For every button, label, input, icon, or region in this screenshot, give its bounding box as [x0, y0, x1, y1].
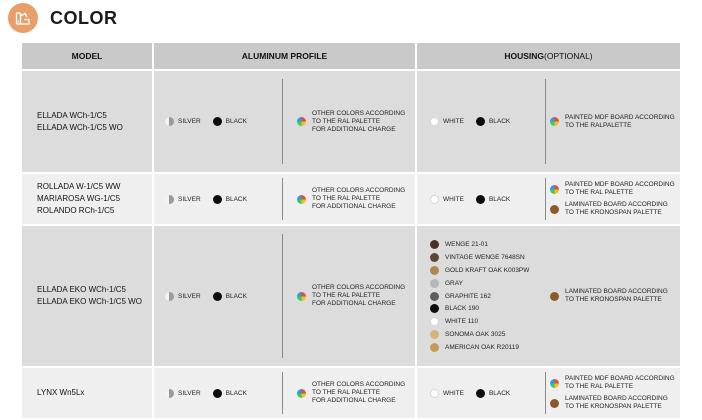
swatch-label: SILVER [178, 292, 201, 300]
model-name: ROLANDO RCh-1/C5 [37, 206, 115, 215]
ral-palette-icon [297, 117, 306, 126]
swatch-label: WHITE [443, 389, 464, 397]
swatch-black [476, 195, 510, 204]
silver-swatch-icon [165, 195, 174, 204]
aluminum-cell [153, 70, 416, 173]
housing-color-item [430, 266, 529, 275]
housing-color-item [430, 330, 529, 339]
swatch-black [213, 117, 247, 126]
note-line: TO THE RALPALETTE [565, 121, 632, 129]
swatch-white [430, 195, 464, 204]
color-table [22, 43, 680, 420]
housing-color-item [430, 304, 529, 313]
white-swatch-icon [430, 117, 439, 126]
note-line: LAMINATED BOARD ACCORDING [565, 288, 668, 295]
table-row [22, 70, 680, 173]
aluminum-cell [153, 173, 416, 225]
note-line: TO THE KRONOSPAN PALETTE [565, 403, 662, 410]
note-line: FOR ADDITIONAL CHARGE [312, 300, 396, 307]
color-name: VINTAGE WENGE 7648SN [445, 254, 525, 262]
model-name: ROLLADA W-1/C5 WW [37, 182, 121, 191]
model-name: MARIAROSA WG-1/C5 [37, 194, 121, 203]
black-swatch-icon [213, 292, 222, 301]
silver-swatch-icon [165, 117, 174, 126]
note-line: FOR ADDITIONAL CHARGE [312, 125, 396, 133]
swatch-label: BLACK [225, 118, 247, 125]
color-swatch-icon [430, 266, 439, 275]
note-line: LAMINATED BOARD ACCORDING [565, 395, 668, 402]
color-name: SONOMA OAK 3025 [445, 330, 506, 338]
swatch-silver [165, 389, 201, 398]
white-swatch-icon [430, 195, 439, 204]
housing-color-item [430, 292, 529, 301]
kronospan-swatch-icon [550, 205, 559, 214]
note-line: TO THE KRONOSPAN PALETTE [565, 209, 662, 216]
swatch-label: BLACK [225, 195, 247, 203]
note-line: FOR ADDITIONAL CHARGE [312, 203, 396, 210]
black-swatch-icon [476, 117, 485, 126]
note-line: PAINTED MDF BOARD ACCORDING [565, 113, 675, 121]
color-name: WHITE 110 [445, 318, 479, 326]
housing-color-item [430, 317, 529, 326]
swatch-label: SILVER [178, 118, 201, 125]
swatch-white [430, 389, 464, 398]
black-swatch-icon [476, 195, 485, 204]
ral-palette-icon [297, 292, 306, 301]
aluminum-cell [153, 225, 416, 367]
housing-cell [416, 367, 680, 419]
optional-note [550, 288, 668, 304]
optional-note [550, 181, 675, 197]
black-swatch-icon [213, 117, 222, 126]
ral-palette-icon [550, 185, 559, 194]
swatch-label: SILVER [178, 195, 201, 203]
swatch-label: BLACK [488, 195, 511, 203]
swatch-black [476, 117, 510, 126]
note-line: TO THE RAL PALETTE [312, 389, 381, 396]
color-swatch-icon [430, 292, 439, 301]
note-line: OTHER COLORS ACCORDING [312, 284, 406, 291]
swatch-black [213, 389, 247, 398]
note-line: TO THE RAL PALETTE [312, 195, 381, 202]
model-cell [22, 173, 153, 225]
model-name: ELLADA WCh-1/C5 [37, 110, 107, 120]
note-line: TO THE RAL PALETTE [565, 383, 634, 390]
housing-color-item [430, 279, 529, 288]
swatch-white [430, 117, 464, 126]
housing-label: HOUSING [504, 51, 544, 61]
optional-note [550, 114, 675, 130]
swatch-black [213, 195, 247, 204]
note-line: TO THE RAL PALETTE [565, 189, 634, 196]
silver-swatch-icon [165, 389, 174, 398]
optional-note [550, 375, 675, 391]
ral-note [297, 284, 405, 308]
ral-note [297, 187, 405, 211]
swatch-label: SILVER [178, 389, 201, 397]
housing-color-item [430, 343, 529, 352]
swatch-label: BLACK [488, 389, 511, 397]
note-line: OTHER COLORS ACCORDING [312, 381, 406, 388]
column-header-aluminum: ALUMINUM PROFILE [153, 43, 416, 70]
note-line: PAINTED MDF BOARD ACCORDING [565, 375, 675, 382]
housing-color-item [430, 253, 529, 262]
note-line: OTHER COLORS ACCORDING [312, 109, 406, 117]
optional-note [550, 201, 675, 217]
note-line: OTHER COLORS ACCORDING [312, 187, 406, 194]
note-line: TO THE KRONOSPAN PALETTE [565, 296, 662, 303]
model-name: ELLADA EKO WCh-1/C5 [37, 285, 126, 294]
optional-note [550, 395, 675, 411]
housing-cell [416, 70, 680, 173]
swatch-silver [165, 117, 201, 126]
swatch-label: WHITE [443, 118, 464, 125]
note-line: FOR ADDITIONAL CHARGE [312, 397, 396, 404]
color-name: AMERICAN OAK R20119 [445, 343, 519, 351]
black-swatch-icon [213, 389, 222, 398]
ral-palette-icon [297, 195, 306, 204]
black-swatch-icon [213, 195, 222, 204]
white-swatch-icon [430, 389, 439, 398]
note-line: LAMINATED BOARD ACCORDING [565, 201, 668, 208]
swatch-silver [165, 292, 201, 301]
swatch-label: BLACK [488, 118, 511, 125]
model-cell [22, 367, 153, 419]
kronospan-swatch-icon [550, 292, 559, 301]
swatch-silver [165, 195, 201, 204]
ral-palette-icon [297, 389, 306, 398]
note-line: PAINTED MDF BOARD ACCORDING [565, 181, 675, 188]
color-name: WENGE 21-01 [445, 241, 488, 249]
color-name: GRAY [445, 279, 463, 287]
model-cell [22, 70, 153, 173]
color-swatch-icon [430, 279, 439, 288]
page-header [8, 3, 118, 33]
model-name: ELLADA WCh-1/C5 WO [37, 122, 123, 132]
housing-cell [416, 225, 680, 367]
color-name: GOLD KRAFT OAK K003PW [445, 266, 530, 274]
color-name: GRAPHITE 162 [445, 292, 491, 300]
aluminum-cell [153, 367, 416, 419]
ral-note [297, 381, 405, 405]
table-row [22, 173, 680, 225]
note-line: TO THE RAL PALETTE [312, 117, 381, 125]
color-swatch-icon [430, 330, 439, 339]
ral-note [297, 110, 405, 134]
ral-palette-icon [550, 117, 559, 126]
color-name: BLACK 190 [445, 305, 479, 313]
color-swatch-icon [430, 304, 439, 313]
ral-palette-icon [550, 379, 559, 388]
silver-swatch-icon [165, 292, 174, 301]
housing-optional-label: (OPTIONAL) [544, 51, 593, 61]
model-cell [22, 225, 153, 367]
swatch-label: BLACK [225, 292, 247, 300]
housing-color-list [430, 236, 529, 355]
note-line: TO THE RAL PALETTE [312, 292, 381, 299]
column-header-model: MODEL [22, 43, 153, 70]
model-name: ELLADA EKO WCh-1/C5 WO [37, 297, 142, 306]
color-swatch-icon [430, 343, 439, 352]
swatch-label: BLACK [225, 389, 247, 397]
color-palette-icon [8, 3, 38, 33]
model-name: LYNX Wn5Lx [37, 388, 85, 397]
housing-color-item [430, 240, 529, 249]
color-swatch-icon [430, 240, 439, 249]
color-swatch-icon [430, 253, 439, 262]
table-row [22, 367, 680, 419]
swatch-black [213, 292, 247, 301]
table-row [22, 225, 680, 367]
swatch-black [476, 389, 510, 398]
page-title: COLOR [50, 7, 118, 28]
column-header-housing [416, 43, 680, 70]
color-swatch-icon [430, 317, 439, 326]
black-swatch-icon [476, 389, 485, 398]
swatch-label: WHITE [443, 195, 464, 203]
housing-cell [416, 173, 680, 225]
